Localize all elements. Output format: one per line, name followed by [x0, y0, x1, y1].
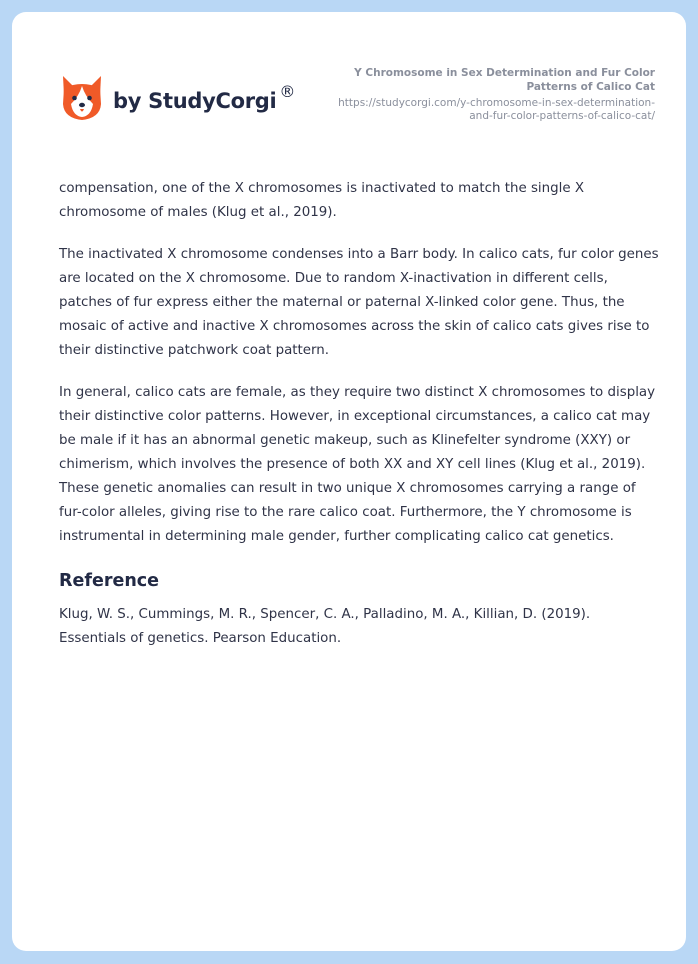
- document-header: [315, 66, 655, 123]
- body-paragraph: In general, calico cats are female, as they require two distinct X chromosomes to display their distinctive color patterns. However, in exceptional circumstances, a calico cat may be male if it has an abnormal genetic makeup, such as Klinefelter syndrome (XXY) or chimerism, which involves the presence of both XX and XY cell lines (Klug et al., 2019). These genetic anomalies can result in two unique X chromosomes carrying a range of fur-color alleles, giving rise to the rare calico coat. Furthermore, the Y chromosome is instrumental in determining male gender, further complicating calico cat genetics.: [59, 385, 656, 544]
- logo-wordmark: by StudyCorgi ®: [113, 82, 296, 113]
- document-body: [59, 177, 659, 669]
- document-title: Y Chromosome in Sex Determination and Fur Color Patterns of Calico Cat: [354, 67, 655, 93]
- reference-item: Klug, W. S., Cummings, M. R., Spencer, C. A., Palladino, M. A., Killian, D. (2019). Essentials of genetics. Pearson Education.: [59, 607, 591, 646]
- reference-heading: Reference: [59, 571, 160, 591]
- body-paragraph: The inactivated X chromosome condenses into a Barr body. In calico cats, fur color genes are located on the X chromosome. Due to random X-inactivation in different cells, patches of fur express either the maternal or paternal X-linked color gene. Thus, the mosaic of active and inactive X chromosomes across the skin of calico cats gives rise to their distinctive patchwork coat pattern.: [59, 247, 659, 358]
- document-url[interactable]: https://studycorgi.com/y-chromosome-in-sex-determination-and-fur-color-patterns-of-calico-cat/: [338, 97, 655, 122]
- document-page: [12, 12, 686, 951]
- body-paragraph: compensation, one of the X chromosomes is inactivated to match the single X chromosome of males (Klug et al., 2019).: [59, 181, 585, 220]
- registered-mark: ®: [279, 82, 296, 101]
- corgi-logo-icon: [60, 74, 104, 122]
- studycorgi-logo[interactable]: [60, 74, 295, 122]
